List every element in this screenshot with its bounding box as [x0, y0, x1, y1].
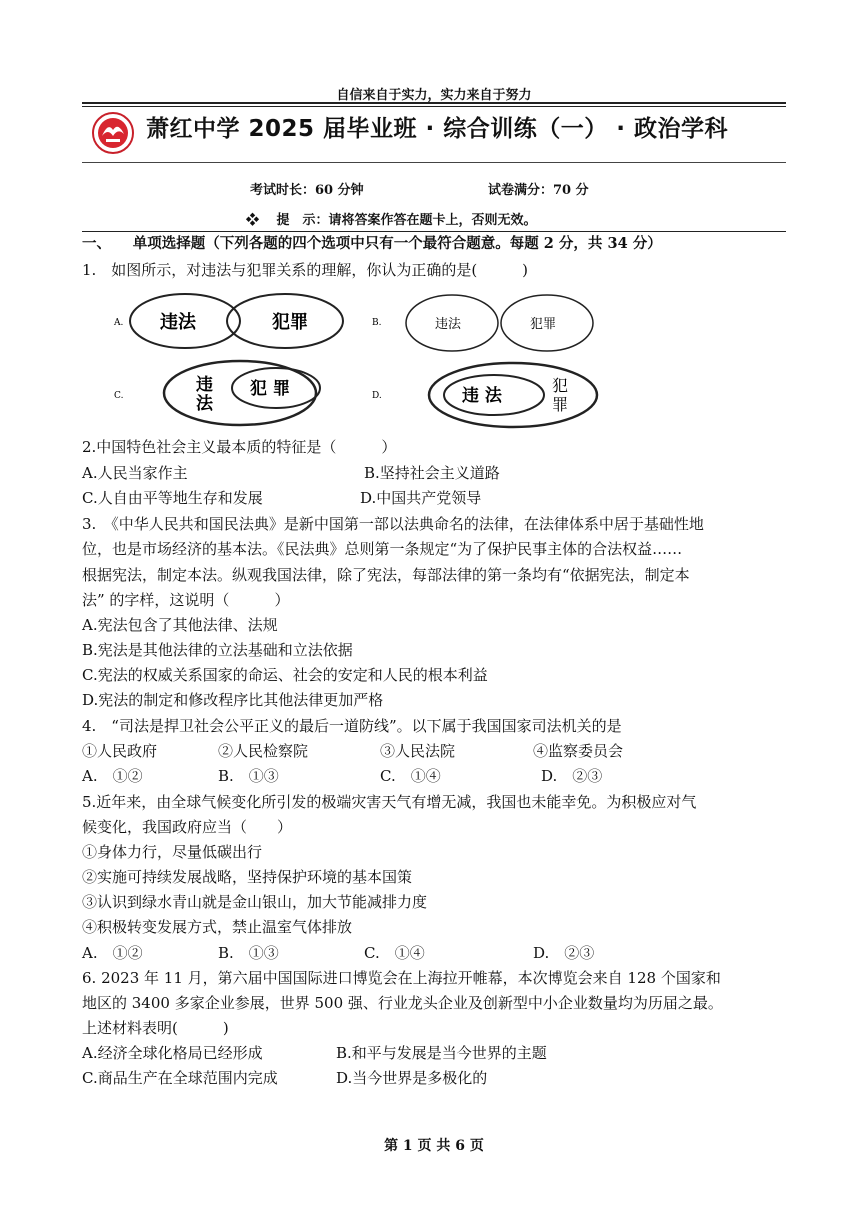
q1-d-zui-label: 罪 — [552, 395, 569, 414]
q4-option-b: B. ①③ — [218, 767, 279, 785]
q3-stem-line2: 位，也是市场经济的基本法。《民法典》总则第一条规定“为了保护民事主体的合法权益…… — [82, 540, 683, 558]
q4-option-c: C. ①④ — [380, 767, 441, 785]
answer-tip: ❖ 提 示：请将答案作答在题卡上，否则无效。 — [246, 213, 537, 228]
q1-b-fanzui-label: 犯罪 — [530, 317, 557, 332]
q5-option-d: D. ②③ — [533, 944, 595, 962]
title-rule — [82, 162, 786, 163]
q5-item-4: ④积极转变发展方式，禁止温室气体排放 — [82, 918, 353, 936]
page-title: 萧红中学 2025 届毕业班 · 综合训练（一） · 政治学科 — [146, 116, 729, 142]
q6-option-b: B.和平与发展是当今世界的主题 — [336, 1044, 547, 1062]
q6-stem-line2: 地区的 3400 多家企业参展，世界 500 强、行业龙头企业及创新型中小企业数量均为历届之最。 — [82, 994, 723, 1012]
section-rule — [82, 231, 786, 232]
q2-option-a: A.人民当家作主 — [82, 464, 188, 482]
q6-option-d: D.当今世界是多极化的 — [336, 1069, 488, 1087]
header-rule-thick — [82, 102, 786, 104]
exam-duration: 考试时长：60 分钟 — [250, 183, 364, 198]
q4-option-d: D. ②③ — [541, 767, 603, 785]
q1-a-fanzui-label: 犯罪 — [272, 312, 308, 333]
q4-item-3: ③人民法院 — [380, 742, 456, 760]
q1-stem: 1. 如图所示，对违法与犯罪关系的理解，你认为正确的是( ) — [82, 261, 529, 279]
q4-item-2: ②人民检察院 — [218, 742, 309, 760]
q5-item-1: ①身体力行，尽量低碳出行 — [82, 843, 263, 861]
q3-stem-line4: 法” 的字样，这说明（ ） — [82, 591, 290, 609]
q5-stem-line2: 候变化，我国政府应当（ ） — [82, 818, 293, 836]
q1-option-c-letter: C. — [114, 391, 124, 401]
q1-c-fanzui-label: 犯 罪 — [250, 379, 290, 399]
q5-stem-line1: 5.近年来，由全球气候变化所引发的极端灾害天气有增无减，我国也未能幸免。为积极应对气 — [82, 793, 697, 811]
q5-item-3: ③认识到绿水青山就是金山银山，加大节能减排力度 — [82, 893, 428, 911]
q5-option-c: C. ①④ — [364, 944, 425, 962]
q5-item-2: ②实施可持续发展战略，坚持保护环境的基本国策 — [82, 868, 413, 886]
q5-option-a: A. ①② — [82, 944, 143, 962]
q2-stem: 2.中国特色社会主义最本质的特征是（ ） — [82, 438, 397, 456]
q1-option-b-letter: B. — [372, 318, 382, 328]
q4-option-a: A. ①② — [82, 767, 143, 785]
q6-option-a: A.经济全球化格局已经形成 — [82, 1044, 263, 1062]
q6-option-c: C.商品生产在全球范围内完成 — [82, 1069, 278, 1087]
q4-item-4: ④监察委员会 — [533, 742, 624, 760]
q2-option-b: B.坚持社会主义道路 — [364, 464, 500, 482]
section-heading: 一、 单项选择题（下列各题的四个选项中只有一个最符合题意。每题 2 分，共 34 分） — [82, 235, 662, 252]
q3-option-a: A.宪法包含了其他法律、法规 — [82, 616, 278, 634]
q4-item-1: ①人民政府 — [82, 742, 158, 760]
q6-stem-line3: 上述材料表明( ) — [82, 1019, 229, 1037]
q4-stem: 4. “司法是捍卫社会公平正义的最后一道防线”。以下属于我国国家司法机关的是 — [82, 717, 622, 735]
q1-option-d-letter: D. — [372, 391, 382, 401]
school-logo — [92, 112, 134, 154]
q3-option-b: B.宪法是其他法律的立法基础和立法依据 — [82, 641, 353, 659]
q3-option-d: D.宪法的制定和修改程序比其他法律更加严格 — [82, 691, 384, 709]
q1-c-weifa-ring — [164, 361, 316, 425]
page-number: 第 1 页 共 6 页 — [384, 1138, 484, 1154]
q1-a-weifa-label: 违法 — [160, 312, 196, 333]
q3-stem-line1: 3. 《中华人民共和国民法典》是新中国第一部以法典命名的法律，在法律体系中居于基础性地 — [82, 515, 704, 533]
q5-option-b: B. ①③ — [218, 944, 279, 962]
q1-c-fa-label: 法 — [196, 394, 213, 414]
q1-option-a-letter: A. — [114, 318, 124, 328]
q1-d-weifa-label: 违 法 — [462, 386, 502, 406]
header-rule-thin — [82, 106, 786, 107]
q1-c-wei-label: 违 — [196, 375, 213, 395]
header-motto: 自信来自于实力，实力来自于努力 — [336, 88, 532, 103]
q2-option-d: D.中国共产党领导 — [360, 489, 482, 507]
q1-b-weifa-label: 违法 — [435, 317, 462, 332]
full-score: 试卷满分：70 分 — [488, 183, 589, 198]
q2-option-c: C.人自由平等地生存和发展 — [82, 489, 263, 507]
q1-d-fan-label: 犯 — [552, 376, 569, 395]
q3-stem-line3: 根据宪法，制定本法。纵观我国法律，除了宪法，每部法律的第一条均有“依据宪法，制定本 — [82, 566, 690, 584]
q1-venn-diagrams — [100, 290, 620, 430]
q1-d-fanzui-ring — [429, 363, 597, 427]
q6-stem-line1: 6. 2023 年 11 月，第六届中国国际进口博览会在上海拉开帷幕，本次博览会来自 128 个国家和 — [82, 969, 721, 987]
q3-option-c: C.宪法的权威关系国家的命运、社会的安定和人民的根本利益 — [82, 666, 488, 684]
